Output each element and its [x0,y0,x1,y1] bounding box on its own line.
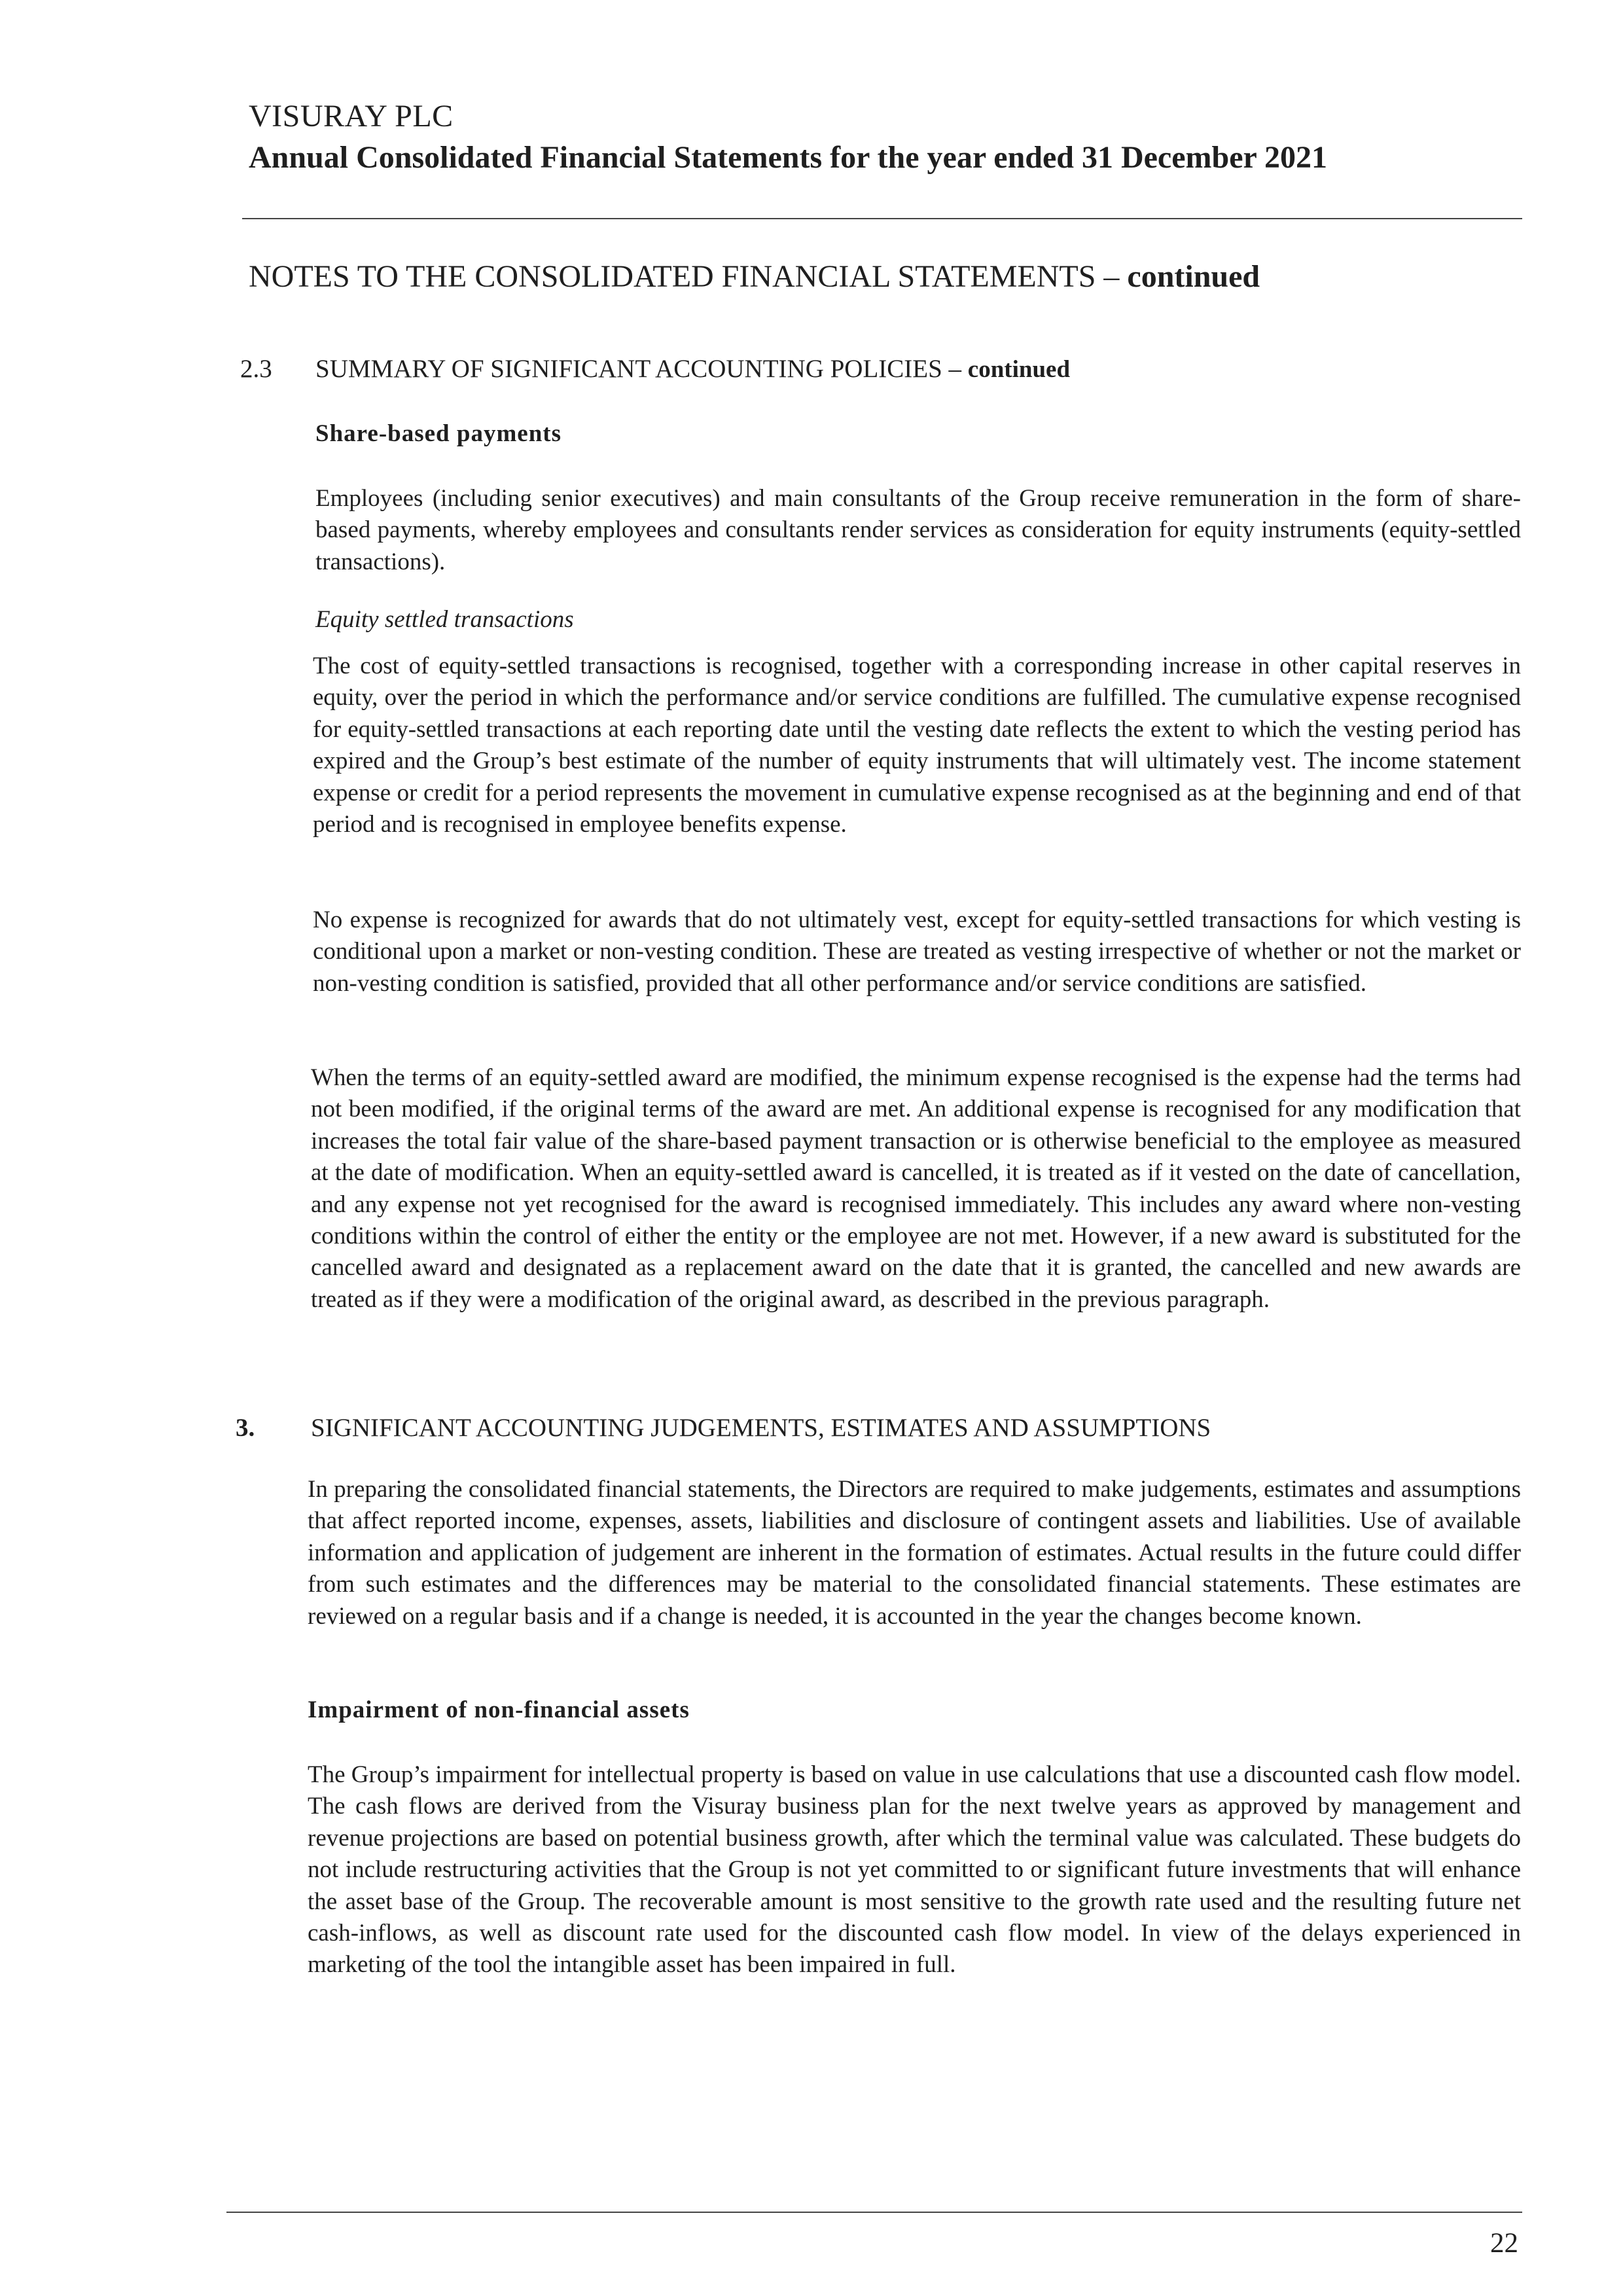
equity-settled-heading: Equity settled transactions [315,606,574,633]
equity-settled-paragraph-2: No expense is recognized for awards that do not ultimately vest, except for equity-settled transactions for which vesting is conditional upon a market or non-vesting condition. These are treated as vesting irrespective of whether or not the market or non-vesting condition is satisfied, provided that all other performance and/or service conditions are satisfied. [313,906,1521,997]
company-name: VISURAY PLC [249,99,454,134]
page-number: 22 [1490,2228,1518,2259]
section-2-3-title [315,354,1070,384]
equity-settled-paragraph-3: When the terms of an equity-settled award are modified, the minimum expense recognised is the expense had the terms had not been modified, if the original terms of the award are met. An additional expense is recognised for any modification that increases the total fair value of the share-based payment transaction or is otherwise beneficial to the employee as measured at the date of modification. When an equity-settled award is cancelled, it is treated as if it vested on the date of cancellation, and any expense not yet recognised for the award is recognised immediately. This includes any award where non-vesting conditions within the control of either the entity or the employee are not met. However, if a new award is substituted for the cancelled award and designated as a replacement award on the date that it is granted, the cancelled and new awards are treated as if they were a modification of the original award, as described in the previous paragraph. [311,1064,1521,1313]
share-based-payments-intro: Employees (including senior executives) and main consultants of the Group receive remuneration in the form of share-based payments, whereby employees and consultants render services as consideration for equity instruments (equity-settled transactions). [315,485,1521,575]
impairment-heading: Impairment of non-financial assets [308,1696,690,1723]
header-divider [242,218,1522,219]
section-2-3-title-main: SUMMARY OF SIGNIFICANT ACCOUNTING POLICIES – [315,355,968,383]
notes-title-main: NOTES TO THE CONSOLIDATED FINANCIAL STATEMENTS – [249,259,1128,294]
section-3-intro: In preparing the consolidated financial statements, the Directors are required to make judgements, estimates and assumptions that affect reported income, expenses, assets, liabilities and disclosure of contingent assets and liabilities. Use of available information and application of judgement are inherent in the formation of estimates. Actual results in the future could differ from such estimates and the differences may be material to the consolidated financial statements. These estimates are reviewed on a regular basis and if a change is needed, it is accounted in the year the changes become known. [308,1476,1521,1630]
notes-title-continued: continued [1127,259,1260,294]
section-3-title: SIGNIFICANT ACCOUNTING JUDGEMENTS, ESTIMATES AND ASSUMPTIONS [311,1414,1211,1442]
equity-settled-paragraph-1: The cost of equity-settled transactions is recognised, together with a corresponding increase in other capital reserves in equity, over the period in which the performance and/or service conditions are fulfilled. The cumulative expense recognised for equity-settled transactions at each reporting date until the vesting date reflects the extent to which the vesting period has expired and the Group’s best estimate of the number of equity instruments that will ultimately vest. The income statement expense or credit for a period represents the movement in cumulative expense recognised as at the beginning and end of that period and is recognised in employee benefits expense. [313,653,1521,838]
impairment-paragraph: The Group’s impairment for intellectual property is based on value in use calculations that use a discounted cash flow model. The cash flows are derived from the Visuray business plan for the next twelve years as approved by management and revenue projections are based on potential business growth, after which the terminal value was calculated. These budgets do not include restructuring activities that the Group is not yet committed to or significant future investments that will enhance the asset base of the Group. The recoverable amount is most sensitive to the growth rate used and the resulting future net cash-inflows, as well as discount rate used for the discounted cash flow model. In view of the delays experienced in marketing of the tool the intangible asset has been impaired in full. [308,1761,1521,1979]
section-2-3-title-continued: continued [967,356,1071,383]
share-based-payments-heading: Share-based payments [315,420,562,447]
footer-divider [226,2212,1522,2213]
report-subtitle: Annual Consolidated Financial Statements for the year ended 31 December 2021 [249,140,1327,175]
section-2-3-number: 2.3 [240,355,272,383]
section-3-number: 3. [236,1414,255,1442]
notes-title [249,259,1260,295]
